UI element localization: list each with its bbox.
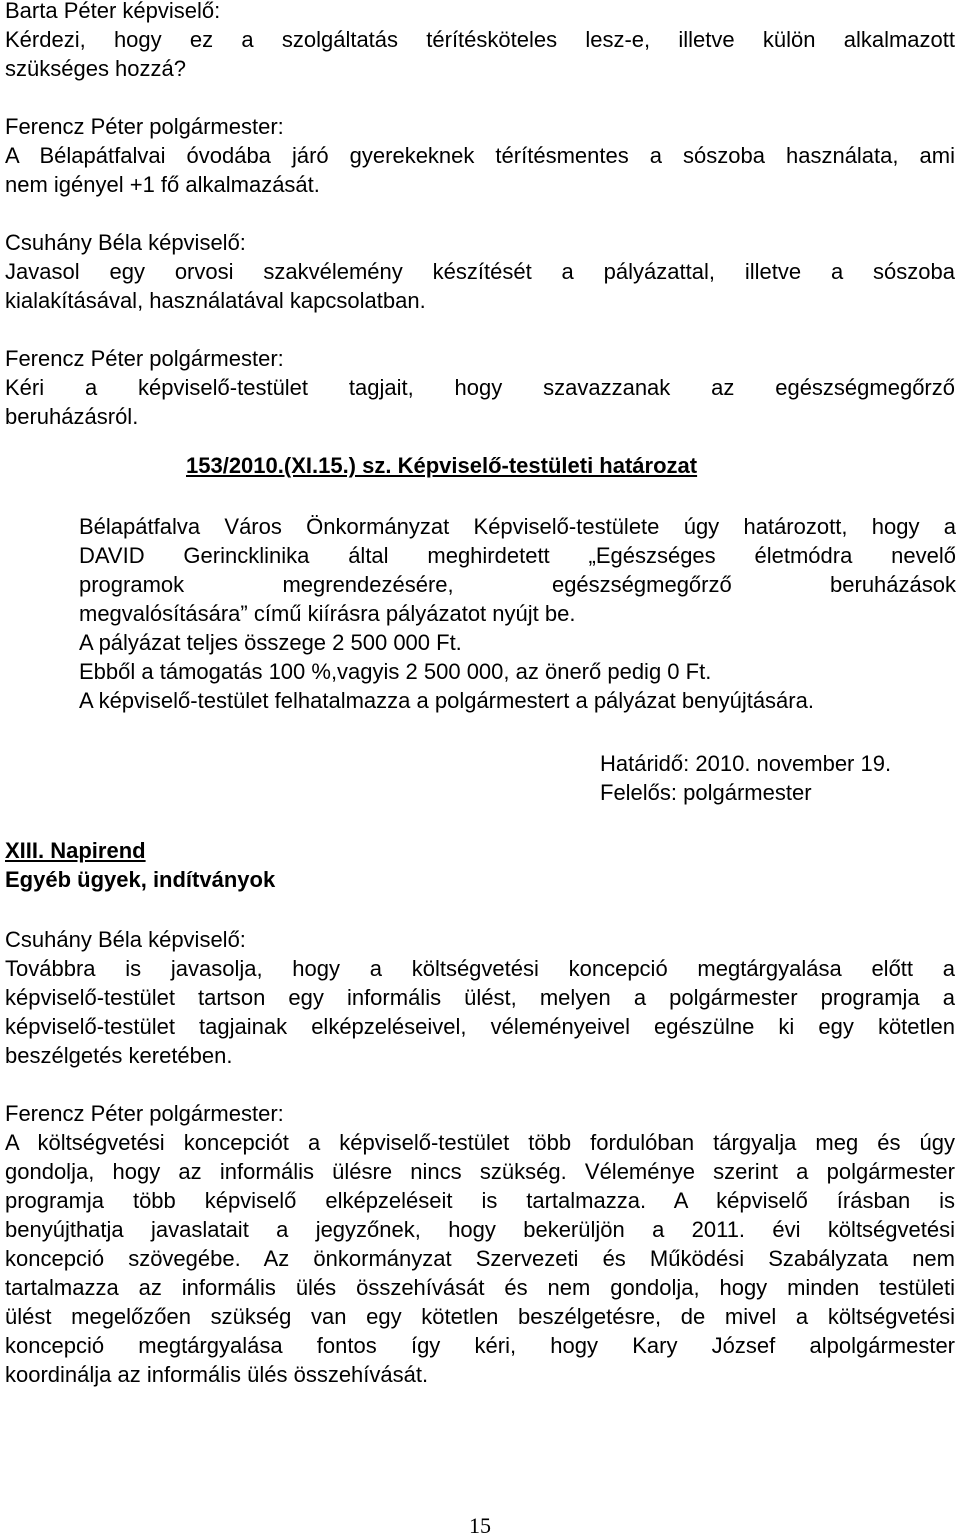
text-line: képviselő-testület tartson egy informális ülést, melyen a polgármester programja a	[5, 985, 955, 1010]
resolution-title: 153/2010.(XI.15.) sz. Képviselő-testületi határozat	[186, 453, 698, 478]
text-line: A Bélapátfalvai óvodába járó gyerekeknek térítésmentes a sószoba használata, ami	[5, 143, 955, 168]
resolution-line: A képviselő-testület felhatalmazza a polgármestert a pályázat benyújtására.	[79, 688, 814, 713]
text-line: Továbbra is javasolja, hogy a költségvetési koncepció megtárgyalása előtt a	[5, 956, 955, 981]
text-line: koncepció megtárgyalása fontos így kéri, hogy Kary József alpolgármester	[5, 1333, 955, 1358]
deadline-block	[600, 749, 891, 807]
speaker-csuhany: Csuhány Béla képviselő:	[5, 927, 246, 952]
text-line: Javasol egy orvosi szakvélemény készítését a pályázattal, illetve a sószoba	[5, 259, 955, 284]
responsible: Felelős: polgármester	[600, 780, 812, 805]
text-line: koncepció szövegébe. Az önkormányzat Szervezeti és Működési Szabályzata nem	[5, 1246, 955, 1271]
speaker-csuhany: Csuhány Béla képviselő:	[5, 230, 246, 255]
resolution-line: programok megrendezésére, egészségmegőrző beruházások	[79, 572, 956, 597]
agenda-discussion	[5, 925, 955, 1389]
text-line: A költségvetési koncepciót a képviselő-testület több fordulóban tárgyalja meg és úgy	[5, 1130, 955, 1155]
resolution-line: Bélapátfalva Város Önkormányzat Képviselő-testülete úgy határozott, hogy a	[79, 514, 956, 539]
agenda-heading	[5, 836, 275, 894]
deadline: Határidő: 2010. november 19.	[600, 751, 892, 776]
text-line: beszélgetés keretében.	[5, 1043, 233, 1068]
text-line: programja több képviselő elképzeléseit is tartalmazza. A képviselő írásban is	[5, 1188, 955, 1213]
speaker-ferencz: Ferencz Péter polgármester:	[5, 114, 284, 139]
text-line: benyújthatja javaslatait a jegyzőnek, hogy bekerüljön a 2011. évi költségvetési	[5, 1217, 955, 1242]
page-number: 15	[469, 1513, 491, 1538]
text-line: tartalmazza az informális ülés összehívását és nem gondolja, hogy minden testületi	[5, 1275, 955, 1300]
text-line: képviselő-testület tagjainak elképzeléseivel, véleményeivel egészülne ki egy kötetlen	[5, 1014, 955, 1039]
speaker-ferencz: Ferencz Péter polgármester:	[5, 346, 284, 371]
text-line: beruházásról.	[5, 404, 139, 429]
text-line: koordinálja az informális ülés összehívását.	[5, 1362, 429, 1387]
text-line: ülést megelőzően szükség van egy kötetlen beszélgetésre, de mivel a költségvetési	[5, 1304, 955, 1329]
speaker-barta: Barta Péter képviselő:	[5, 0, 221, 23]
speaker-ferencz: Ferencz Péter polgármester:	[5, 1101, 284, 1126]
text-line: Kérdezi, hogy ez a szolgáltatás térítésköteles lesz-e, illetve külön alkalmazott	[5, 27, 955, 52]
resolution-line: megvalósítására” című kiírásra pályázatot nyújt be.	[79, 601, 576, 626]
text-line: gondolja, hogy az informális ülésre nincs szükség. Véleménye szerint a polgármester	[5, 1159, 955, 1184]
agenda-number: XIII. Napirend	[5, 838, 146, 863]
agenda-title: Egyéb ügyek, indítványok	[5, 867, 276, 892]
resolution-line: Ebből a támogatás 100 %,vagyis 2 500 000, az önerő pedig 0 Ft.	[79, 659, 712, 684]
resolution-body	[79, 512, 956, 715]
resolution-line: A pályázat teljes összege 2 500 000 Ft.	[79, 630, 462, 655]
text-line: kialakításával, használatával kapcsolatban.	[5, 288, 426, 313]
text-line: nem igényel +1 fő alkalmazását.	[5, 172, 320, 197]
text-line: szükséges hozzá?	[5, 56, 186, 81]
text-line: Kéri a képviselő-testület tagjait, hogy szavazzanak az egészségmegőrző	[5, 375, 955, 400]
resolution-line: DAVID Gerincklinika által meghirdetett „Egészséges életmódra nevelő	[79, 543, 956, 568]
document-page	[5, 0, 955, 431]
